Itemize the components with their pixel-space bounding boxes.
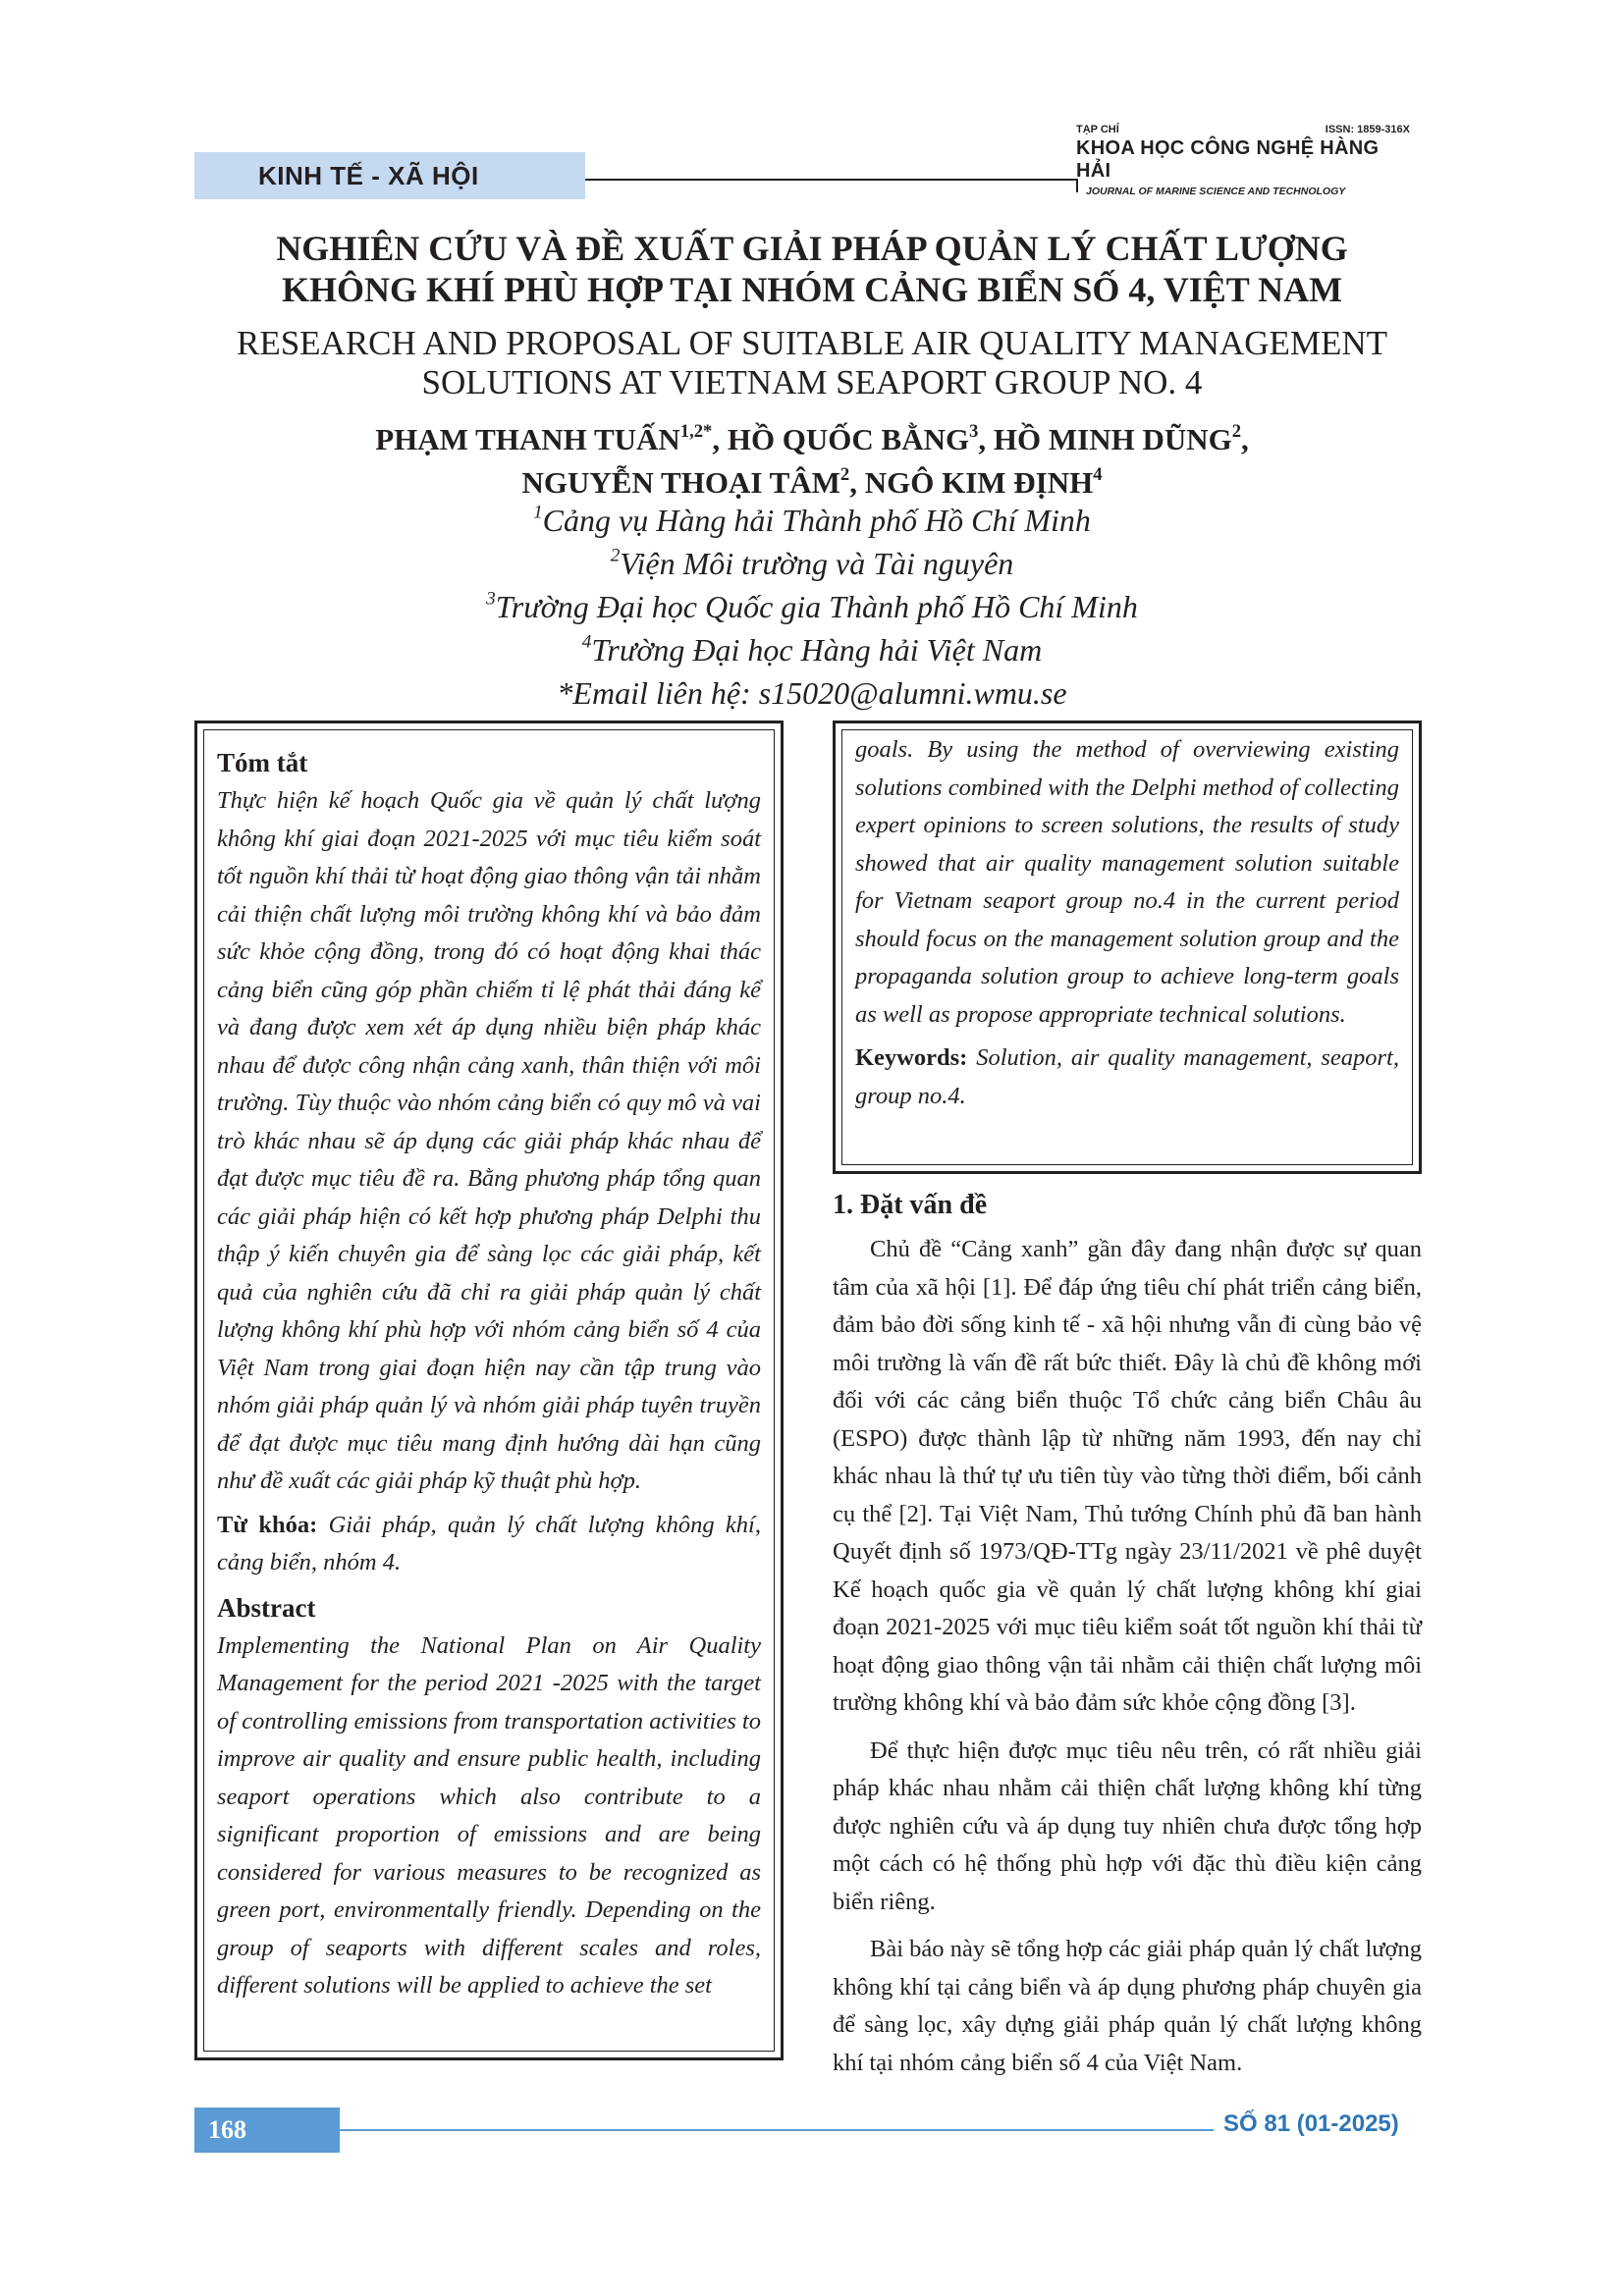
abstract-keywords: Keywords: Solution, air quality management, seaport, group no.4. [855, 1044, 1399, 1109]
affiliation-text: Trường Đại học Hàng hải Việt Nam [591, 632, 1043, 667]
abstract-text-part2: goals. By using the method of overviewing existing solutions combined with the Delphi method of collecting expert opinions to screen solutions, the results of study showed that air quality management solution suitable for Vietnam seaport group no.4 in the current period should focus on the management solution group and the propaganda solution group to achieve long-term goals as well as propose appropriate technical solutions. [855, 736, 1399, 1028]
affiliation-text: Trường Đại học Quốc gia Thành phố Hồ Chí Minh [495, 589, 1138, 624]
issn: ISSN: 1859-316X [1325, 124, 1410, 135]
title-en-line-2: SOLUTIONS AT VIETNAM SEAPORT GROUP NO. 4 [421, 363, 1203, 401]
author-sup: 2 [839, 463, 850, 485]
keywords-vi: Giải pháp, quản lý chất lượng không khí, cảng biển, nhóm 4. [217, 1511, 761, 1575]
keywords-en: Solution, air quality management, seaport, group no.4. [855, 1044, 1399, 1109]
affiliation-text: Cảng vụ Hàng hải Thành phố Hồ Chí Minh [542, 503, 1091, 538]
keywords-label-en: Keywords [855, 1044, 960, 1071]
summary-text: Thực hiện kế hoạch Quốc gia về quản lý chất lượng không khí giai đoạn 2021-2025 với mục tiêu kiểm soát tốt nguồn khí thải từ hoạt động giao thông vận tải nhằm cải thiện chất lượng môi trường không khí và bảo đảm sức khỏe cộng đồng, trong đó có hoạt động khai thác cảng biển cũng góp phần chiếm tỉ lệ phát thải đáng kể và đang được xem xét áp dụng nhiều biện pháp khác nhau để được công nhận cảng xanh, thân thiện với môi trường. Tùy thuộc vào nhóm cảng biển có quy mô và vai trò khác nhau sẽ áp dụng các giải pháp khác nhau để đạt được mục tiêu đề ra. Bằng phương pháp tổng quan các giải pháp hiện có kết hợp phương pháp Delphi thu thập ý kiến chuyên gia để sàng lọc các giải pháp, kết quả của nghiên cứu đã chỉ ra giải pháp quản lý chất lượng không khí phù hợp với nhóm cảng biển số 4 của Việt Nam trong giai đoạn hiện nay cần tập trung vào nhóm giải pháp quản lý và nhóm giải pháp tuyên truyền để đạt được mục tiêu mang định hướng dài hạn cũng như đề xuất các giải pháp kỹ thuật phù hợp. [217, 787, 761, 1494]
header-rule [585, 179, 1076, 181]
abstract-box-left [194, 721, 784, 2060]
author-name: , HỒ QUỐC BẰNG [712, 422, 970, 456]
affiliation [194, 628, 1430, 671]
journal-prefix: TẠP CHÍ [1076, 124, 1119, 135]
abstract-box-right [833, 721, 1422, 1174]
abstract-heading: Abstract [217, 1592, 316, 1623]
section-1-paragraph-3: Bài báo này sẽ tổng hợp các giải pháp quản lý chất lượng không khí tại cảng biển và áp dụng phương pháp chuyên gia để sàng lọc, xây dựng giải pháp quản lý chất lượng không khí tại nhóm cảng biển số 4 của Việt Nam. [833, 1936, 1422, 2076]
author-name: PHẠM THANH TUẤN [375, 422, 680, 456]
title-vi-line-1: NGHIÊN CỨU VÀ ĐỀ XUẤT GIẢI PHÁP QUẢN LÝ CHẤT LƯỢNG [276, 229, 1348, 268]
affiliation-sup: 2 [610, 545, 621, 566]
section-tag: KINH TẾ - XÃ HỘI [194, 152, 585, 199]
affiliation [194, 499, 1430, 542]
abstract-text-part1: Implementing the National Plan on Air Quality Management for the period 2021 -2025 with the target of controlling emissions from transportation activities to improve air quality and ensure public health, including seaport operations which also contribute to a significant proportion of emissions and are being considered for various measures to be recognized as green port, environmentally friendly. Depending on the group of seaports with different scales and roles, different solutions will be applied to achieve the set [217, 1631, 761, 1999]
author-sup: 1,2* [679, 420, 713, 442]
author-separator: , [1241, 422, 1249, 456]
abstract-right-content [855, 731, 1399, 1115]
affiliation-sup: 1 [533, 502, 543, 523]
affiliation-text: Viện Môi trường và Tài nguyên [620, 546, 1014, 581]
title-english [194, 324, 1430, 402]
page-number: 168 [194, 2108, 340, 2153]
author-sup: 3 [969, 420, 979, 442]
title-en-line-1: RESEARCH AND PROPOSAL OF SUITABLE AIR QUALITY MANAGEMENT [236, 324, 1388, 362]
author-line-1 [194, 418, 1430, 461]
affiliation-list [194, 499, 1430, 715]
affiliation [194, 585, 1430, 628]
corresponding-email: *Email liên hệ: s15020@alumni.wmu.se [557, 675, 1067, 711]
section-1 [833, 1186, 1422, 2082]
author-list [194, 418, 1430, 505]
section-1-paragraph-2: Để thực hiện được mục tiêu nêu trên, có rất nhiều giải pháp khác nhau nhằm cải thiện chất lượng không khí từng được nghiên cứu và áp dụng tuy nhiên chưa được tổng hợp một cách có hệ thống phù hợp với đặc thù điều kiện cảng biển riêng. [833, 1736, 1422, 1915]
author-name: NGUYỄN THOẠI TÂM [521, 465, 840, 500]
journal-name: KHOA HỌC CÔNG NGHỆ HÀNG HẢI [1076, 137, 1380, 182]
section-1-paragraph-1: Chủ đề “Cảng xanh” gần đây đang nhận được sự quan tâm của xã hội [1]. Để đáp ứng tiêu chí phát triển cảng biển, đảm bảo đời sống kinh tế - xã hội nhưng vẫn đi cùng bảo vệ môi trường là vấn đề rất bức thiết. Đây là chủ đề không mới đối với các cảng biển thuộc Tổ chức cảng biển Châu âu (ESPO) được thành lập từ những năm 1993, đến nay chỉ khác nhau là thứ tự ưu tiên tùy vào từng thời điểm, bối cảnh cụ thể [2]. Tại Việt Nam, Thủ tướng Chính phủ đã ban hành Quyết định số 1973/QĐ-TTg ngày 23/11/2021 về phê duyệt Kế hoạch quốc gia về quản lý chất lượng không khí giai đoạn 2021-2025 với mục tiêu kiểm soát tốt nguồn khí thải từ hoạt động giao thông vận tải nhằm cải thiện chất lượng môi trường không khí và bảo đảm sức khỏe cộng đồng [3]. [833, 1236, 1422, 1716]
author-name: , NGÔ KIM ĐỊNH [849, 465, 1094, 500]
title-vietnamese [194, 228, 1430, 310]
affiliation-sup: 3 [486, 588, 496, 610]
issue-label: SỐ 81 (01-2025) [1223, 2110, 1399, 2137]
abstract-left-content [217, 743, 761, 2005]
author-sup: 2 [1231, 420, 1242, 442]
title-vi-line-2: KHÔNG KHÍ PHÙ HỢP TẠI NHÓM CẢNG BIỂN SỐ 4, VIỆT NAM [281, 270, 1343, 309]
journal-subtitle: JOURNAL OF MARINE SCIENCE AND TECHNOLOGY [1086, 186, 1346, 197]
journal-masthead [1076, 124, 1410, 197]
summary-keywords: Từ khóa: Giải pháp, quản lý chất lượng không khí, cảng biển, nhóm 4. [217, 1511, 761, 1575]
author-sup: 4 [1093, 463, 1103, 485]
summary-heading: Tóm tắt [217, 748, 308, 777]
keywords-label-vi: Từ khóa [217, 1511, 310, 1538]
section-1-heading: 1. Đặt vấn đề [833, 1190, 988, 1220]
footer-rule [340, 2129, 1214, 2131]
author-name: , HỒ MINH DŨNG [978, 422, 1232, 456]
affiliation [194, 542, 1430, 585]
affiliation-sup: 4 [581, 631, 592, 653]
